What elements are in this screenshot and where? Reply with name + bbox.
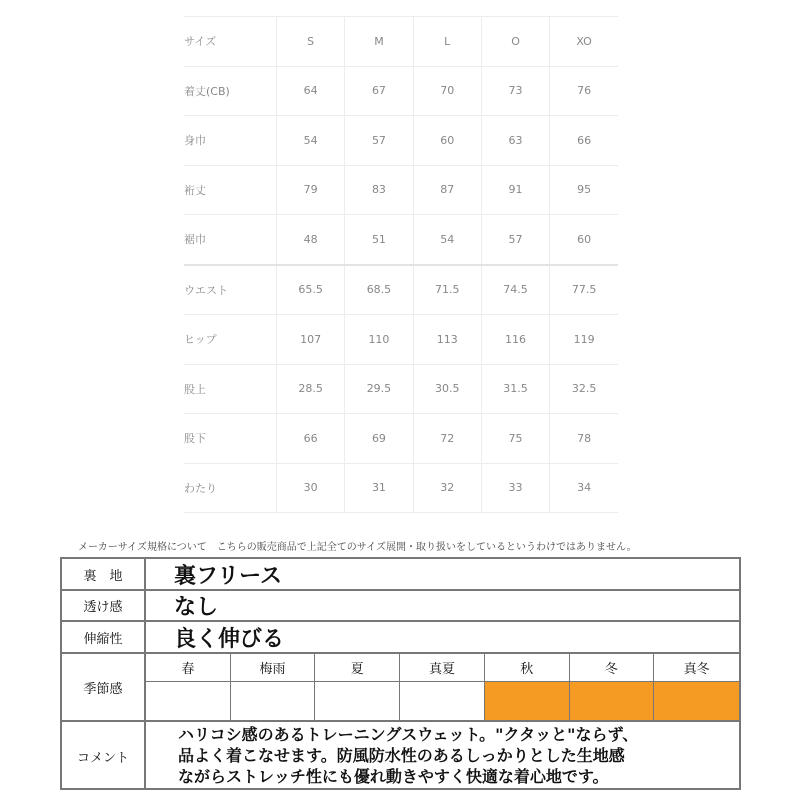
size-cell: 30.5	[413, 364, 481, 414]
size-row-label: わたり	[184, 463, 277, 513]
stretch-label: 伸縮性	[62, 622, 146, 652]
size-cell: 34	[550, 463, 618, 513]
sheer-label: 透け感	[62, 591, 146, 620]
size-cell: 66	[277, 414, 345, 464]
size-cell: 28.5	[277, 364, 345, 414]
table-row	[184, 215, 618, 265]
size-note: メーカーサイズ規格について こちらの販売商品で上記全てのサイズ展開・取り扱いをしているというわけではありません。	[78, 542, 637, 553]
size-cell: 73	[481, 66, 549, 116]
size-cell: 76	[550, 66, 618, 116]
size-cell: 78	[550, 414, 618, 464]
size-cell: M	[345, 17, 413, 67]
sheer-row	[62, 591, 739, 622]
season-grid	[146, 654, 739, 720]
season-name: 春	[146, 654, 231, 682]
season-name: 冬	[570, 654, 655, 682]
size-row-label: 身巾	[184, 116, 277, 166]
size-cell: 31.5	[481, 364, 549, 414]
season-row	[62, 654, 739, 722]
size-cell: 32.5	[550, 364, 618, 414]
size-cell: 113	[413, 315, 481, 365]
size-cell: XO	[550, 17, 618, 67]
table-row	[184, 414, 618, 464]
table-row	[184, 116, 618, 166]
size-cell: 51	[345, 215, 413, 265]
size-cell: 69	[345, 414, 413, 464]
stretch-value: 良く伸びる	[174, 626, 285, 652]
size-cell: 68.5	[345, 265, 413, 315]
table-row	[184, 265, 618, 315]
season-cell-active	[570, 682, 655, 720]
season-cell	[231, 682, 316, 720]
size-cell: 67	[345, 66, 413, 116]
table-row	[184, 463, 618, 513]
table-row	[184, 66, 618, 116]
size-cell: 71.5	[413, 265, 481, 315]
size-cell: 110	[345, 315, 413, 365]
size-cell: 107	[277, 315, 345, 365]
season-name: 秋	[485, 654, 570, 682]
season-name: 夏	[315, 654, 400, 682]
size-row-label: 裄丈	[184, 165, 277, 215]
stretch-row	[62, 622, 739, 654]
size-cell: 119	[550, 315, 618, 365]
size-cell: 48	[277, 215, 345, 265]
comment-line: ながらストレッチ性にも優れ動きやすく快適な着心地です。	[178, 767, 609, 786]
size-cell: 33	[481, 463, 549, 513]
size-cell: 87	[413, 165, 481, 215]
size-cell: 54	[413, 215, 481, 265]
size-cell: 30	[277, 463, 345, 513]
sheer-value: なし	[174, 595, 219, 620]
comment-row	[62, 722, 739, 790]
size-cell: 77.5	[550, 265, 618, 315]
size-cell: 57	[481, 215, 549, 265]
size-cell: 65.5	[277, 265, 345, 315]
season-label: 季節感	[62, 654, 146, 720]
comment-text	[146, 722, 739, 790]
size-cell: 83	[345, 165, 413, 215]
size-row-label: ウエスト	[184, 265, 277, 315]
size-cell: 79	[277, 165, 345, 215]
size-row-label: 着丈(CB)	[184, 66, 277, 116]
size-chart-table	[184, 16, 618, 513]
size-row-label: 股下	[184, 414, 277, 464]
size-header-row	[184, 17, 618, 67]
spec-table	[60, 557, 741, 790]
season-cell-active	[485, 682, 570, 720]
size-cell: L	[413, 17, 481, 67]
season-cell-active	[654, 682, 739, 720]
size-cell: 31	[345, 463, 413, 513]
lining-row	[62, 559, 739, 591]
size-cell: 70	[413, 66, 481, 116]
size-row-label: 裾巾	[184, 215, 277, 265]
size-cell: 54	[277, 116, 345, 166]
size-row-label: ヒップ	[184, 315, 277, 365]
size-cell: 74.5	[481, 265, 549, 315]
table-row	[184, 165, 618, 215]
size-cell: 95	[550, 165, 618, 215]
size-cell: 57	[345, 116, 413, 166]
size-cell: 72	[413, 414, 481, 464]
lining-value: 裏フリース	[174, 563, 283, 589]
size-cell: 32	[413, 463, 481, 513]
size-cell: 75	[481, 414, 549, 464]
size-cell: 116	[481, 315, 549, 365]
size-row-label: 股上	[184, 364, 277, 414]
comment-label: コメント	[62, 722, 146, 790]
comment-line: ハリコシ感のあるトレーニングスウェット。"クタッと"ならず、	[178, 725, 639, 744]
table-row	[184, 315, 618, 365]
size-row-label: サイズ	[184, 17, 277, 67]
season-name: 真冬	[654, 654, 739, 682]
size-cell: 63	[481, 116, 549, 166]
size-cell: S	[277, 17, 345, 67]
size-cell: 64	[277, 66, 345, 116]
size-cell: 66	[550, 116, 618, 166]
season-name: 真夏	[400, 654, 485, 682]
season-cell	[315, 682, 400, 720]
size-cell: 60	[413, 116, 481, 166]
lining-label: 裏 地	[62, 559, 146, 589]
season-name: 梅雨	[231, 654, 316, 682]
size-cell: O	[481, 17, 549, 67]
size-cell: 91	[481, 165, 549, 215]
season-cell	[146, 682, 231, 720]
table-row	[184, 364, 618, 414]
size-cell: 60	[550, 215, 618, 265]
comment-line: 品よく着こなせます。防風防水性のあるしっかりとした生地感	[178, 746, 625, 765]
size-cell: 29.5	[345, 364, 413, 414]
season-cell	[400, 682, 485, 720]
